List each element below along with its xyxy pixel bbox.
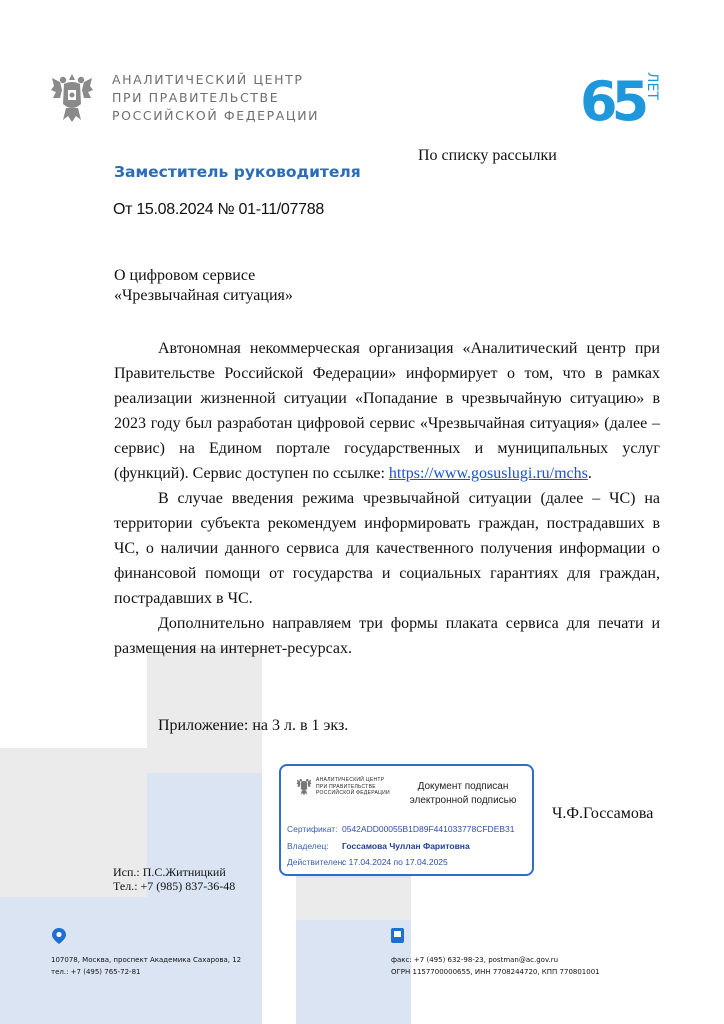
organization-name-line: ПРИ ПРАВИТЕЛЬСТВЕ	[112, 90, 280, 105]
stamp-title-line: электронной подписью	[409, 795, 517, 806]
stamp-certificate-row	[287, 824, 514, 834]
footer-fax-email: факс: +7 (495) 632-98-23, postman@ac.gov.ru	[391, 956, 559, 964]
document-reference: От 15.08.2024 № 01-11/07788	[113, 201, 324, 218]
validity-label: Действителен:	[287, 857, 345, 867]
stamp-title-line: Документ подписан	[417, 781, 509, 792]
footer-requisites	[391, 954, 600, 978]
attachment-note: Приложение: на 3 л. в 1 экз.	[158, 717, 349, 734]
validity-value: с 17.04.2024 по 17.04.2025	[342, 857, 448, 867]
double-headed-eagle-icon	[296, 776, 312, 796]
paragraph-text: Автономная некоммерческая организация «Аналитический центр при Правительстве Российской Федерации» информирует о том, что в рамках реализации жизненной ситуации «Попадание в чрезвычайную ситуацию» в 2023 году был разработан цифровой сервис «Чрезвычайная ситуация» (далее – сервис) на Едином портале государственных и муниципальных услуг (функций). Сервис доступен по ссылке:	[114, 340, 660, 482]
footer-address	[51, 954, 241, 978]
background-block	[147, 773, 262, 1024]
electronic-signature-stamp	[279, 764, 534, 876]
subject-line: «Чрезвычайная ситуация»	[114, 287, 293, 304]
paragraph-end: .	[587, 465, 592, 482]
recipient: По списку рассылки	[418, 147, 557, 164]
stamp-organization-line: РОССИЙСКОЙ ФЕДЕРАЦИИ	[316, 790, 390, 796]
certificate-label: Сертификат:	[287, 824, 338, 834]
organization-name	[112, 71, 319, 125]
footer-registry: ОГРН 1157700000655, ИНН 7708244720, КПП 770801001	[391, 968, 600, 976]
footer-address-line: 107078, Москва, проспект Академика Сахарова, 12	[51, 956, 242, 964]
executor-name: Исп.: П.С.Житницкий	[113, 865, 226, 879]
fax-icon	[391, 928, 404, 943]
stamp-owner-row	[287, 841, 470, 851]
body-paragraph: В случае введения режима чрезвычайной ситуации (далее – ЧС) на территории субъекта рекомендуем информировать граждан, пострадавших в ЧС, о наличии данного сервиса для качественного получения информации о финансовой помощи от государства и социальных гарантиях для граждан, пострадавших в ЧС.	[114, 490, 660, 607]
body-paragraph	[114, 336, 660, 486]
footer-phone: тел.: +7 (495) 765-72-81	[51, 968, 141, 976]
letter-body	[114, 336, 660, 661]
letter-subject	[114, 266, 293, 306]
background-block	[296, 878, 411, 920]
stamp-organization-line: АНАЛИТИЧЕСКИЙ ЦЕНТР	[316, 777, 385, 783]
stamp-organization	[316, 777, 390, 797]
anniversary-number: 65	[580, 70, 644, 128]
executor-phone: Тел.: +7 (985) 837-36-48	[113, 878, 236, 893]
body-paragraph: Дополнительно направляем три формы плаката сервиса для печати и размещения на интернет-ресурсах.	[114, 615, 660, 657]
certificate-value: 0542ADD00055B1D89F441033778CFDEB31	[342, 824, 515, 834]
owner-value: Госсамова Чуллан Фаритовна	[342, 841, 470, 851]
anniversary-word: ЛЕТ	[644, 72, 660, 100]
service-link[interactable]: https://www.gosuslugi.ru/mchs	[388, 465, 588, 482]
location-pin-icon	[52, 928, 66, 944]
executor-info	[113, 866, 235, 893]
background-block	[147, 648, 262, 773]
stamp-title	[403, 780, 523, 808]
organization-name-line: АНАЛИТИЧЕСКИЙ ЦЕНТР	[112, 72, 304, 87]
anniversary-logo	[580, 68, 660, 128]
organization-name-line: РОССИЙСКОЙ ФЕДЕРАЦИИ	[112, 108, 320, 123]
double-headed-eagle-icon	[50, 68, 94, 124]
signer-name: Ч.Ф.Госсамова	[552, 805, 654, 822]
stamp-validity-row	[287, 857, 448, 867]
owner-label: Владелец:	[287, 841, 329, 851]
subject-line: О цифровом сервисе	[114, 267, 256, 284]
sender-position: Заместитель руководителя	[114, 163, 361, 181]
stamp-organization-line: ПРИ ПРАВИТЕЛЬСТВЕ	[316, 783, 376, 790]
